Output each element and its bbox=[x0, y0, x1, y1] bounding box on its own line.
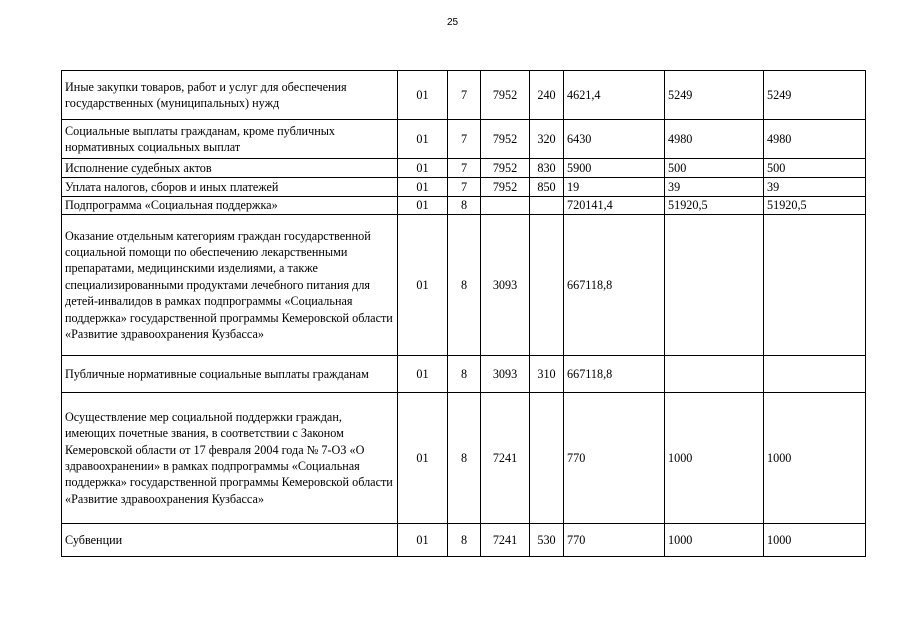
code-target: 3093 bbox=[481, 215, 530, 356]
value-year-2: 1000 bbox=[665, 524, 764, 557]
table-row bbox=[62, 159, 866, 178]
row-name: Уплата налогов, сборов и иных платежей bbox=[62, 178, 398, 197]
value-year-3 bbox=[764, 356, 866, 393]
code-target: 7952 bbox=[481, 120, 530, 159]
value-year-1: 667118,8 bbox=[564, 356, 665, 393]
value-year-3: 1000 bbox=[764, 524, 866, 557]
value-year-1: 720141,4 bbox=[564, 197, 665, 215]
code-expense-type: 320 bbox=[530, 120, 564, 159]
code-section: 01 bbox=[398, 71, 448, 120]
code-expense-type: 240 bbox=[530, 71, 564, 120]
value-year-2: 39 bbox=[665, 178, 764, 197]
code-section: 01 bbox=[398, 159, 448, 178]
table-row bbox=[62, 120, 866, 159]
value-year-1: 5900 bbox=[564, 159, 665, 178]
code-target: 7241 bbox=[481, 393, 530, 524]
code-expense-type bbox=[530, 393, 564, 524]
code-target: 7952 bbox=[481, 159, 530, 178]
value-year-1: 667118,8 bbox=[564, 215, 665, 356]
table-row bbox=[62, 524, 866, 557]
value-year-1: 4621,4 bbox=[564, 71, 665, 120]
value-year-2: 1000 bbox=[665, 393, 764, 524]
code-expense-type bbox=[530, 215, 564, 356]
code-target: 7952 bbox=[481, 71, 530, 120]
code-section: 01 bbox=[398, 524, 448, 557]
page-number: 25 bbox=[446, 17, 459, 28]
value-year-1: 770 bbox=[564, 393, 665, 524]
value-year-1: 6430 bbox=[564, 120, 665, 159]
value-year-1: 19 bbox=[564, 178, 665, 197]
row-name: Социальные выплаты гражданам, кроме публичных нормативных социальных выплат bbox=[62, 120, 398, 159]
code-expense-type: 830 bbox=[530, 159, 564, 178]
value-year-3 bbox=[764, 215, 866, 356]
table-row bbox=[62, 178, 866, 197]
code-section: 01 bbox=[398, 120, 448, 159]
table-row bbox=[62, 356, 866, 393]
code-section: 01 bbox=[398, 215, 448, 356]
value-year-2 bbox=[665, 356, 764, 393]
row-name: Исполнение судебных актов bbox=[62, 159, 398, 178]
code-target: 7241 bbox=[481, 524, 530, 557]
value-year-2: 5249 bbox=[665, 71, 764, 120]
row-name: Подпрограмма «Социальная поддержка» bbox=[62, 197, 398, 215]
table-row bbox=[62, 215, 866, 356]
code-section: 01 bbox=[398, 393, 448, 524]
code-expense-type bbox=[530, 197, 564, 215]
table-row bbox=[62, 393, 866, 524]
table-row bbox=[62, 197, 866, 215]
value-year-1: 770 bbox=[564, 524, 665, 557]
budget-table bbox=[61, 70, 866, 557]
code-expense-type: 850 bbox=[530, 178, 564, 197]
code-subsection: 8 bbox=[448, 524, 481, 557]
code-expense-type: 310 bbox=[530, 356, 564, 393]
code-subsection: 8 bbox=[448, 197, 481, 215]
value-year-2: 500 bbox=[665, 159, 764, 178]
value-year-2 bbox=[665, 215, 764, 356]
code-subsection: 8 bbox=[448, 356, 481, 393]
code-subsection: 7 bbox=[448, 120, 481, 159]
row-name: Субвенции bbox=[62, 524, 398, 557]
value-year-3: 51920,5 bbox=[764, 197, 866, 215]
code-section: 01 bbox=[398, 178, 448, 197]
code-subsection: 8 bbox=[448, 393, 481, 524]
code-expense-type: 530 bbox=[530, 524, 564, 557]
code-target: 3093 bbox=[481, 356, 530, 393]
code-subsection: 7 bbox=[448, 178, 481, 197]
code-target: 7952 bbox=[481, 178, 530, 197]
row-name: Иные закупки товаров, работ и услуг для обеспечения государственных (муниципальных) нужд bbox=[62, 71, 398, 120]
value-year-2: 51920,5 bbox=[665, 197, 764, 215]
value-year-3: 4980 bbox=[764, 120, 866, 159]
code-target bbox=[481, 197, 530, 215]
row-name: Публичные нормативные социальные выплаты гражданам bbox=[62, 356, 398, 393]
value-year-3: 1000 bbox=[764, 393, 866, 524]
value-year-2: 4980 bbox=[665, 120, 764, 159]
value-year-3: 39 bbox=[764, 178, 866, 197]
code-subsection: 8 bbox=[448, 215, 481, 356]
table-body bbox=[62, 71, 866, 557]
code-section: 01 bbox=[398, 356, 448, 393]
table-row bbox=[62, 71, 866, 120]
value-year-3: 500 bbox=[764, 159, 866, 178]
row-name: Оказание отдельным категориям граждан государственной социальной помощи по обеспечению лекарственными препаратами, медицинскими изделиями, а также специализированными продуктами лечебного питания для детей-инвалидов в рамках подпрограммы «Социальная поддержка» государственной программы Кемеровской области «Развитие здравоохранения Кузбасса» bbox=[62, 215, 398, 356]
code-subsection: 7 bbox=[448, 159, 481, 178]
row-name: Осуществление мер социальной поддержки граждан, имеющих почетные звания, в соответствии с Законом Кемеровской области от 17 февраля 2004 года № 7-ОЗ «О здравоохранении» в рамках подпрограммы «Социальная поддержка» государственной программы Кемеровской области «Развитие здравоохранения Кузбасса» bbox=[62, 393, 398, 524]
value-year-3: 5249 bbox=[764, 71, 866, 120]
code-subsection: 7 bbox=[448, 71, 481, 120]
code-section: 01 bbox=[398, 197, 448, 215]
